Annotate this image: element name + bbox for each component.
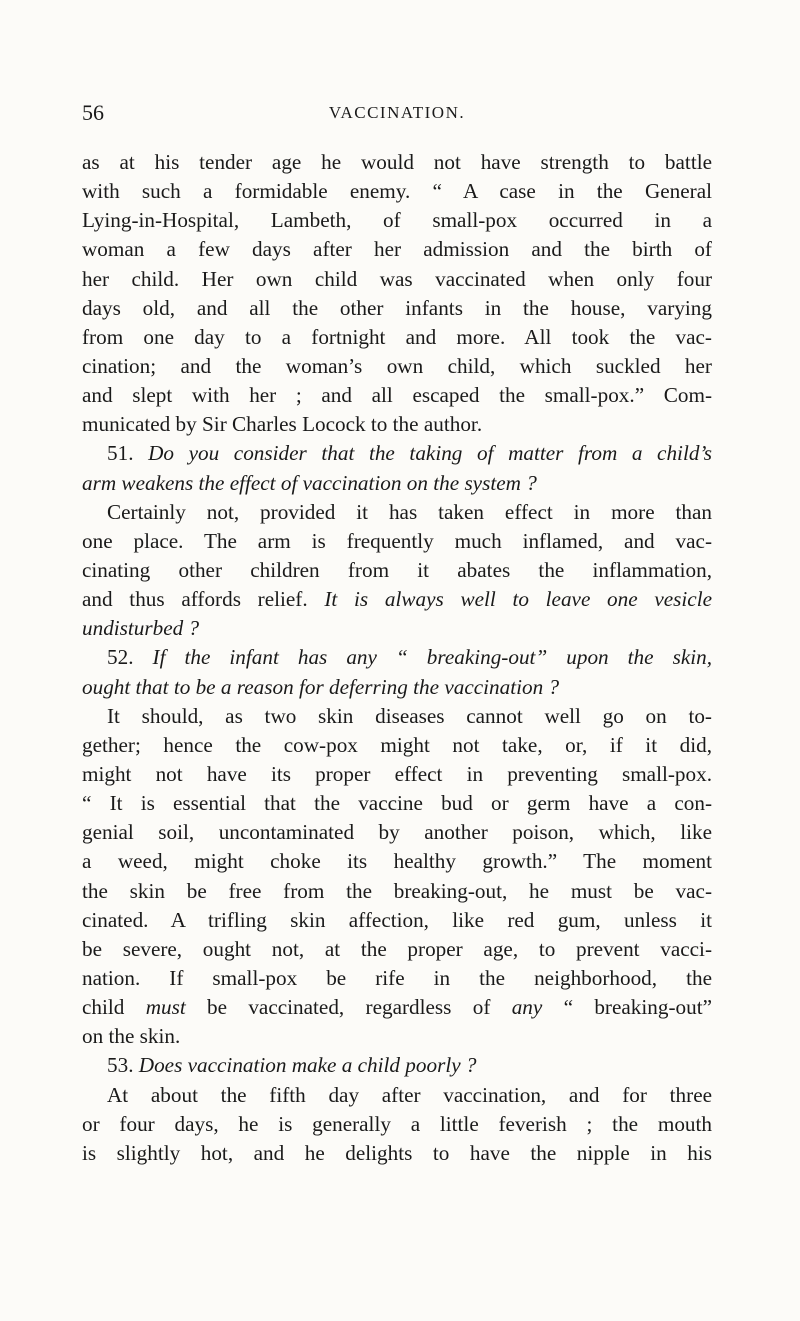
text-line: genial soil, uncontaminated by another poison, which, like <box>82 820 712 845</box>
text-line: is slightly hot, and he delights to have the nipple in his <box>82 1140 712 1165</box>
running-head: VACCINATION. <box>328 103 466 122</box>
answer-51: Certainly not, provided it has taken effect in more than <box>107 499 712 524</box>
body-text <box>82 148 712 1168</box>
text-line: gether; hence the cow-pox might not take, or, if it did, <box>82 732 712 757</box>
text-line: child must be vaccinated, regardless of any “ breaking-out” <box>82 995 712 1020</box>
page-header <box>82 100 712 130</box>
text-line: or four days, he is generally a little feverish ; the mouth <box>82 1111 712 1136</box>
text-line: be severe, ought not, at the proper age, to prevent vacci- <box>82 936 712 961</box>
text-line: undisturbed ? <box>82 616 200 641</box>
answer-53: At about the fifth day after vaccination, and for three <box>107 1082 712 1107</box>
page-number: 56 <box>82 100 104 125</box>
text-line: days old, and all the other infants in the house, varying <box>82 295 712 320</box>
text-line: her child. Her own child was vaccinated when only four <box>82 266 712 291</box>
text-line: ought that to be a reason for deferring the vaccination ? <box>82 674 560 699</box>
text-line: woman a few days after her admission and the birth of <box>82 237 712 262</box>
answer-52: It should, as two skin diseases cannot well go on to- <box>107 703 712 728</box>
text-line: nation. If small-pox be rife in the neighborhood, the <box>82 965 712 990</box>
text-line: from one day to a fortnight and more. All took the vac- <box>82 324 712 349</box>
question-51: 51. Do you consider that the taking of matter from a child’s <box>107 441 712 466</box>
text-line: “ It is essential that the vaccine bud or germ have a con- <box>82 791 712 816</box>
text-line: arm weakens the effect of vaccination on the system ? <box>82 470 537 495</box>
text-line: with such a formidable enemy. “ A case in the General <box>82 179 712 204</box>
text-line: and slept with her ; and all escaped the small-pox.” Com- <box>82 383 712 408</box>
text-line: Lying-in-Hospital, Lambeth, of small-pox occurred in a <box>82 208 712 233</box>
question-53: 53. Does vaccination make a child poorly ? <box>107 1053 477 1078</box>
text-line: might not have its proper effect in preventing small-pox. <box>82 761 712 786</box>
text-line: as at his tender age he would not have strength to battle <box>82 150 712 174</box>
text-line: cination; and the woman’s own child, which suckled her <box>82 353 712 378</box>
text-line: on the skin. <box>82 1024 181 1049</box>
text-line: cinated. A trifling skin affection, like red gum, unless it <box>82 907 712 932</box>
text-line: the skin be free from the breaking-out, he must be vac- <box>82 878 712 903</box>
text-line: municated by Sir Charles Locock to the author. <box>82 412 483 437</box>
question-52: 52. If the infant has any “ breaking-out” upon the skin, <box>107 645 712 670</box>
text-line: cinating other children from it abates the inflammation, <box>82 557 712 582</box>
text-line: and thus affords relief. It is always well to leave one vesicle <box>82 587 712 612</box>
text-line: a weed, might choke its healthy growth.” The moment <box>82 849 712 874</box>
text-line: one place. The arm is frequently much inflamed, and vac- <box>82 528 712 553</box>
